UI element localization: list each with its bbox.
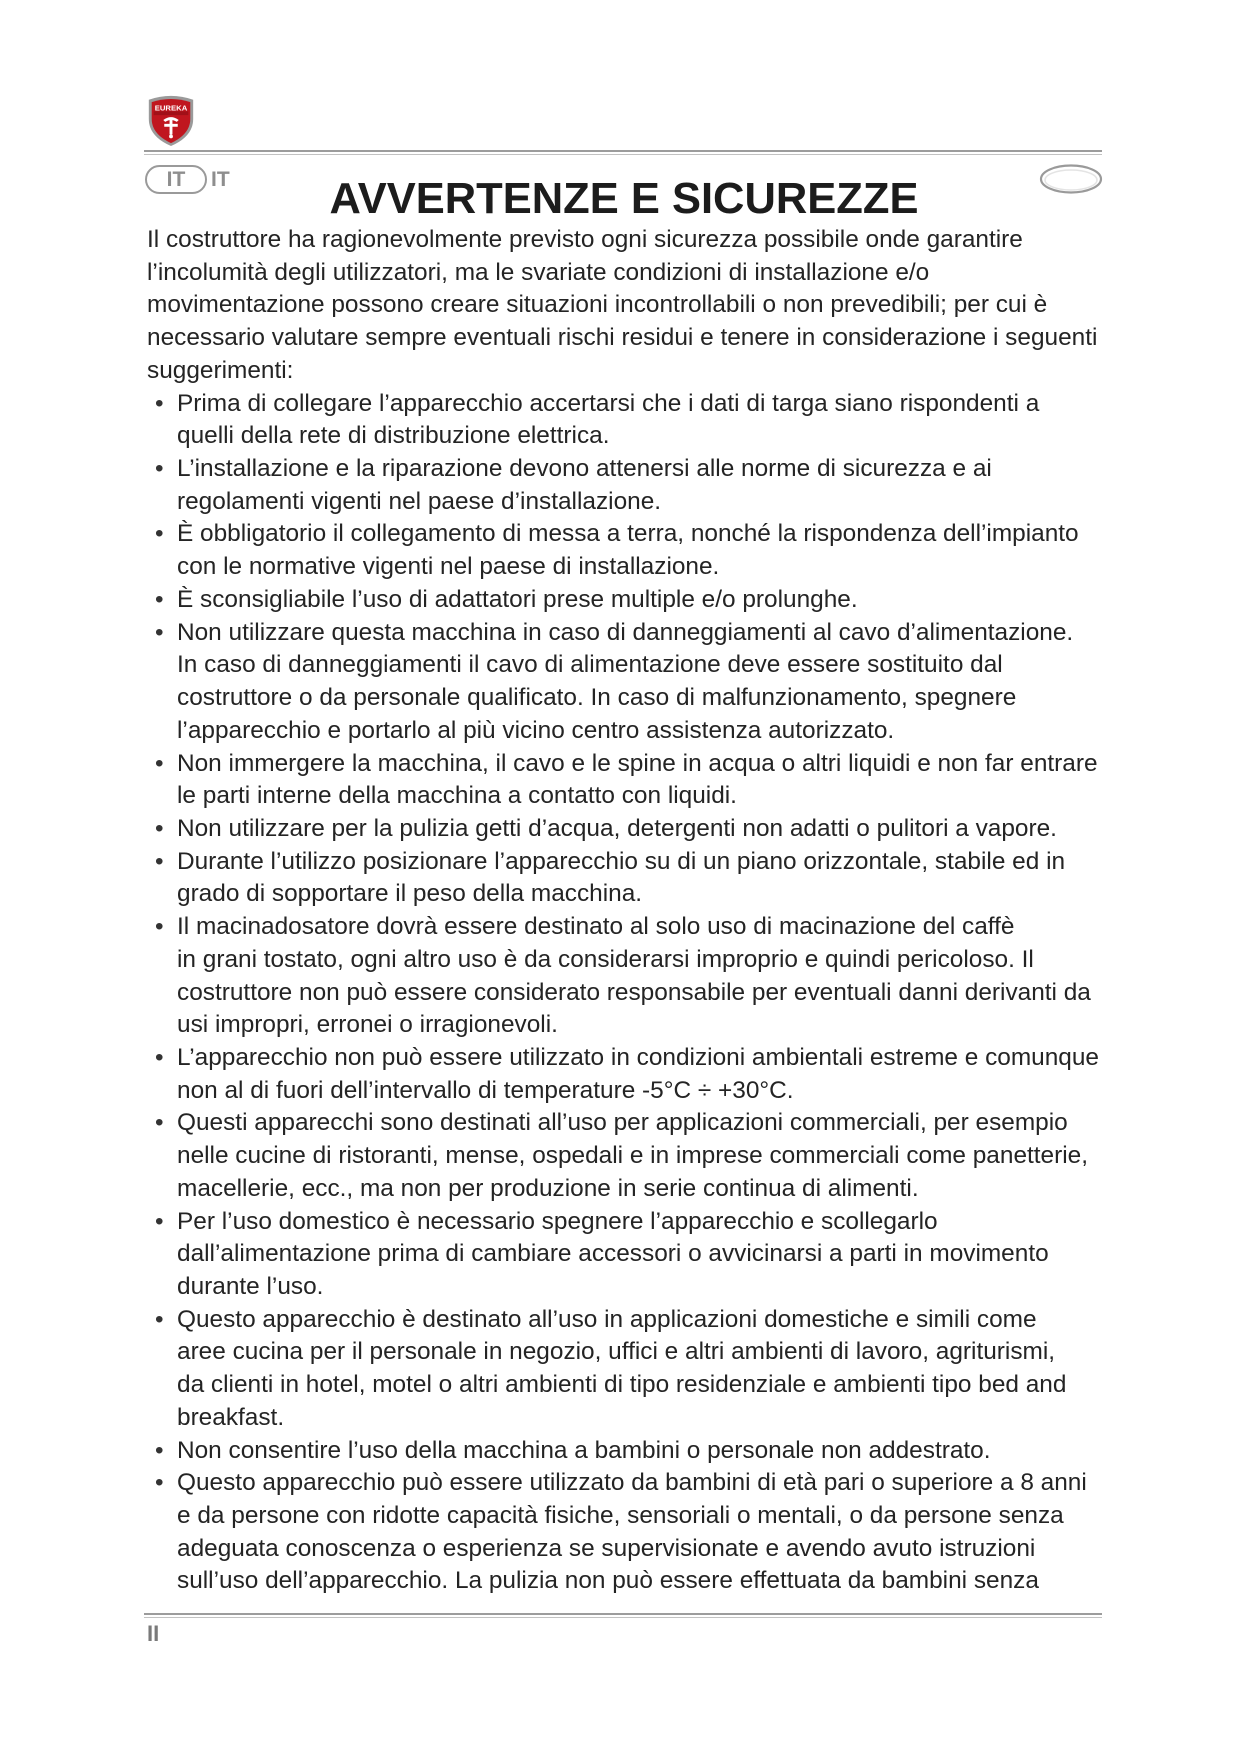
brand-logo (144, 93, 198, 147)
text-line: Il costruttore ha ragionevolmente previsto ogni sicurezza possibile onde garantire (147, 226, 1023, 253)
list-item (147, 1467, 1107, 1598)
text-line: in grani tostato, ogni altro uso è da considerarsi improprio e quindi pericoloso. Il (177, 945, 1034, 973)
text-line: breakfast. (177, 1403, 285, 1431)
list-item (147, 453, 1107, 518)
text-line: nelle cucine di ristoranti, mense, ospedali e in imprese commerciali come panetterie, (177, 1142, 1089, 1170)
oval-badge-icon (1039, 163, 1103, 195)
list-item (147, 1107, 1107, 1205)
warnings-list (147, 388, 1107, 1599)
text-line: macellerie, ecc., ma non per produzione in serie continua di alimenti. (177, 1174, 919, 1202)
text-line: costruttore non può essere considerato responsabile per eventuali danni derivanti da (177, 978, 1091, 1006)
text-line: sull’uso dell’apparecchio. La pulizia non può essere effettuata da bambini senza (177, 1567, 1039, 1595)
text-line: aree cucina per il personale in negozio, uffici e altri ambienti di lavoro, agriturismi, (177, 1338, 1056, 1366)
text-line: usi impropri, erronei o irragionevoli. (177, 1011, 558, 1039)
text-line: • Il macinadosatore dovrà essere destinato al solo uso di macinazione del caffè (177, 913, 1015, 941)
text-line: le parti interne della macchina a contatto con liquidi. (177, 782, 737, 810)
text-line: movimentazione possono creare situazioni incontrollabili o non prevedibili; per cui è (147, 291, 1048, 319)
text-line: adeguata conoscenza o esperienza se supervisionate e avendo avuto istruzioni (177, 1534, 1036, 1562)
header-divider (144, 150, 1102, 155)
text-line: l’apparecchio e portarlo al più vicino centro assistenza autorizzato. (177, 716, 895, 744)
list-item (147, 813, 1107, 846)
text-line: non al di fuori dell’intervallo di temperature -5°C ÷ +30°C. (177, 1076, 794, 1104)
text-line: • È sconsigliabile l’uso di adattatori prese multiple e/o prolunghe. (177, 585, 858, 613)
text-line: • Non utilizzare questa macchina in caso di danneggiamenti al cavo d’alimentazione. (177, 618, 1074, 646)
intro-paragraph (147, 224, 1107, 388)
page-title: AVVERTENZE E SICUREZZE (329, 175, 919, 223)
text-line: quelli della rete di distribuzione elettrica. (177, 422, 610, 450)
footer-divider (144, 1613, 1102, 1618)
text-line: • L’installazione e la riparazione devono attenersi alle norme di sicurezza e ai (177, 455, 992, 483)
text-line: • È obbligatorio il collegamento di messa a terra, nonché la rispondenza dell’impianto (177, 520, 1079, 548)
text-line: • Questo apparecchio è destinato all’uso in applicazioni domestiche e simili come (177, 1305, 1037, 1333)
list-item (147, 1206, 1107, 1304)
text-line: In caso di danneggiamenti il cavo di alimentazione deve essere sostituito dal (177, 651, 1003, 679)
text-line: • Non immergere la macchina, il cavo e le spine in acqua o altri liquidi e non far entrare (177, 749, 1098, 777)
text-line: durante l’uso. (177, 1273, 324, 1300)
text-line: • Prima di collegare l’apparecchio accertarsi che i dati di targa siano rispondenti a (177, 389, 1040, 417)
list-item (147, 1304, 1107, 1435)
text-line: con le normative vigenti nel paese di installazione. (177, 553, 720, 581)
language-label: IT (211, 168, 230, 191)
safety-warnings-section (147, 224, 1107, 1598)
text-line: • Non utilizzare per la pulizia getti d’acqua, detergenti non adatti o pulitori a vapore. (177, 814, 1057, 842)
list-item (147, 388, 1107, 453)
list-item (147, 748, 1107, 813)
page-number: II (147, 1621, 160, 1646)
list-item (147, 617, 1107, 748)
text-line: • Per l’uso domestico è necessario spegnere l’apparecchio e scollegarlo (177, 1207, 938, 1235)
list-item (147, 911, 1107, 1042)
text-line: l’incolumità degli utilizzatori, ma le svariate condizioni di installazione e/o (147, 258, 930, 286)
text-line: dall’alimentazione prima di cambiare accessori o avvicinarsi a parti in movimento (177, 1240, 1049, 1268)
text-line: regolamenti vigenti nel paese d’installazione. (177, 487, 662, 515)
text-line: necessario valutare sempre eventuali rischi residui e tenere in considerazione i seguenti (147, 324, 1098, 352)
text-line: grado di sopportare il peso della macchina. (177, 880, 643, 908)
list-item (147, 1042, 1107, 1107)
text-line: costruttore o da personale qualificato. In caso di malfunzionamento, spegnere (177, 684, 1017, 712)
text-line: • Non consentire l’uso della macchina a bambini o personale non addestrato. (177, 1436, 991, 1464)
text-line: • L’apparecchio non può essere utilizzato in condizioni ambientali estreme e comunque (177, 1043, 1099, 1071)
language-badge: IT (145, 165, 207, 194)
text-line: • Questi apparecchi sono destinati all’uso per applicazioni commerciali, per esempio (177, 1109, 1068, 1137)
text-line: e da persone con ridotte capacità fisiche, sensoriali o mentali, o da persone senza (177, 1502, 1064, 1530)
list-item (147, 1435, 1107, 1468)
logo-text: EUREKA (154, 103, 188, 113)
text-line: suggerimenti: (147, 356, 294, 384)
list-item (147, 584, 1107, 617)
list-item (147, 846, 1107, 911)
text-line: da clienti in hotel, motel o altri ambienti di tipo residenziale e ambienti tipo bed and (177, 1371, 1067, 1399)
list-item (147, 518, 1107, 583)
text-line: • Questo apparecchio può essere utilizzato da bambini di età pari o superiore a 8 anni (177, 1469, 1087, 1497)
text-line: • Durante l’utilizzo posizionare l’apparecchio su di un piano orizzontale, stabile ed in (177, 847, 1066, 875)
